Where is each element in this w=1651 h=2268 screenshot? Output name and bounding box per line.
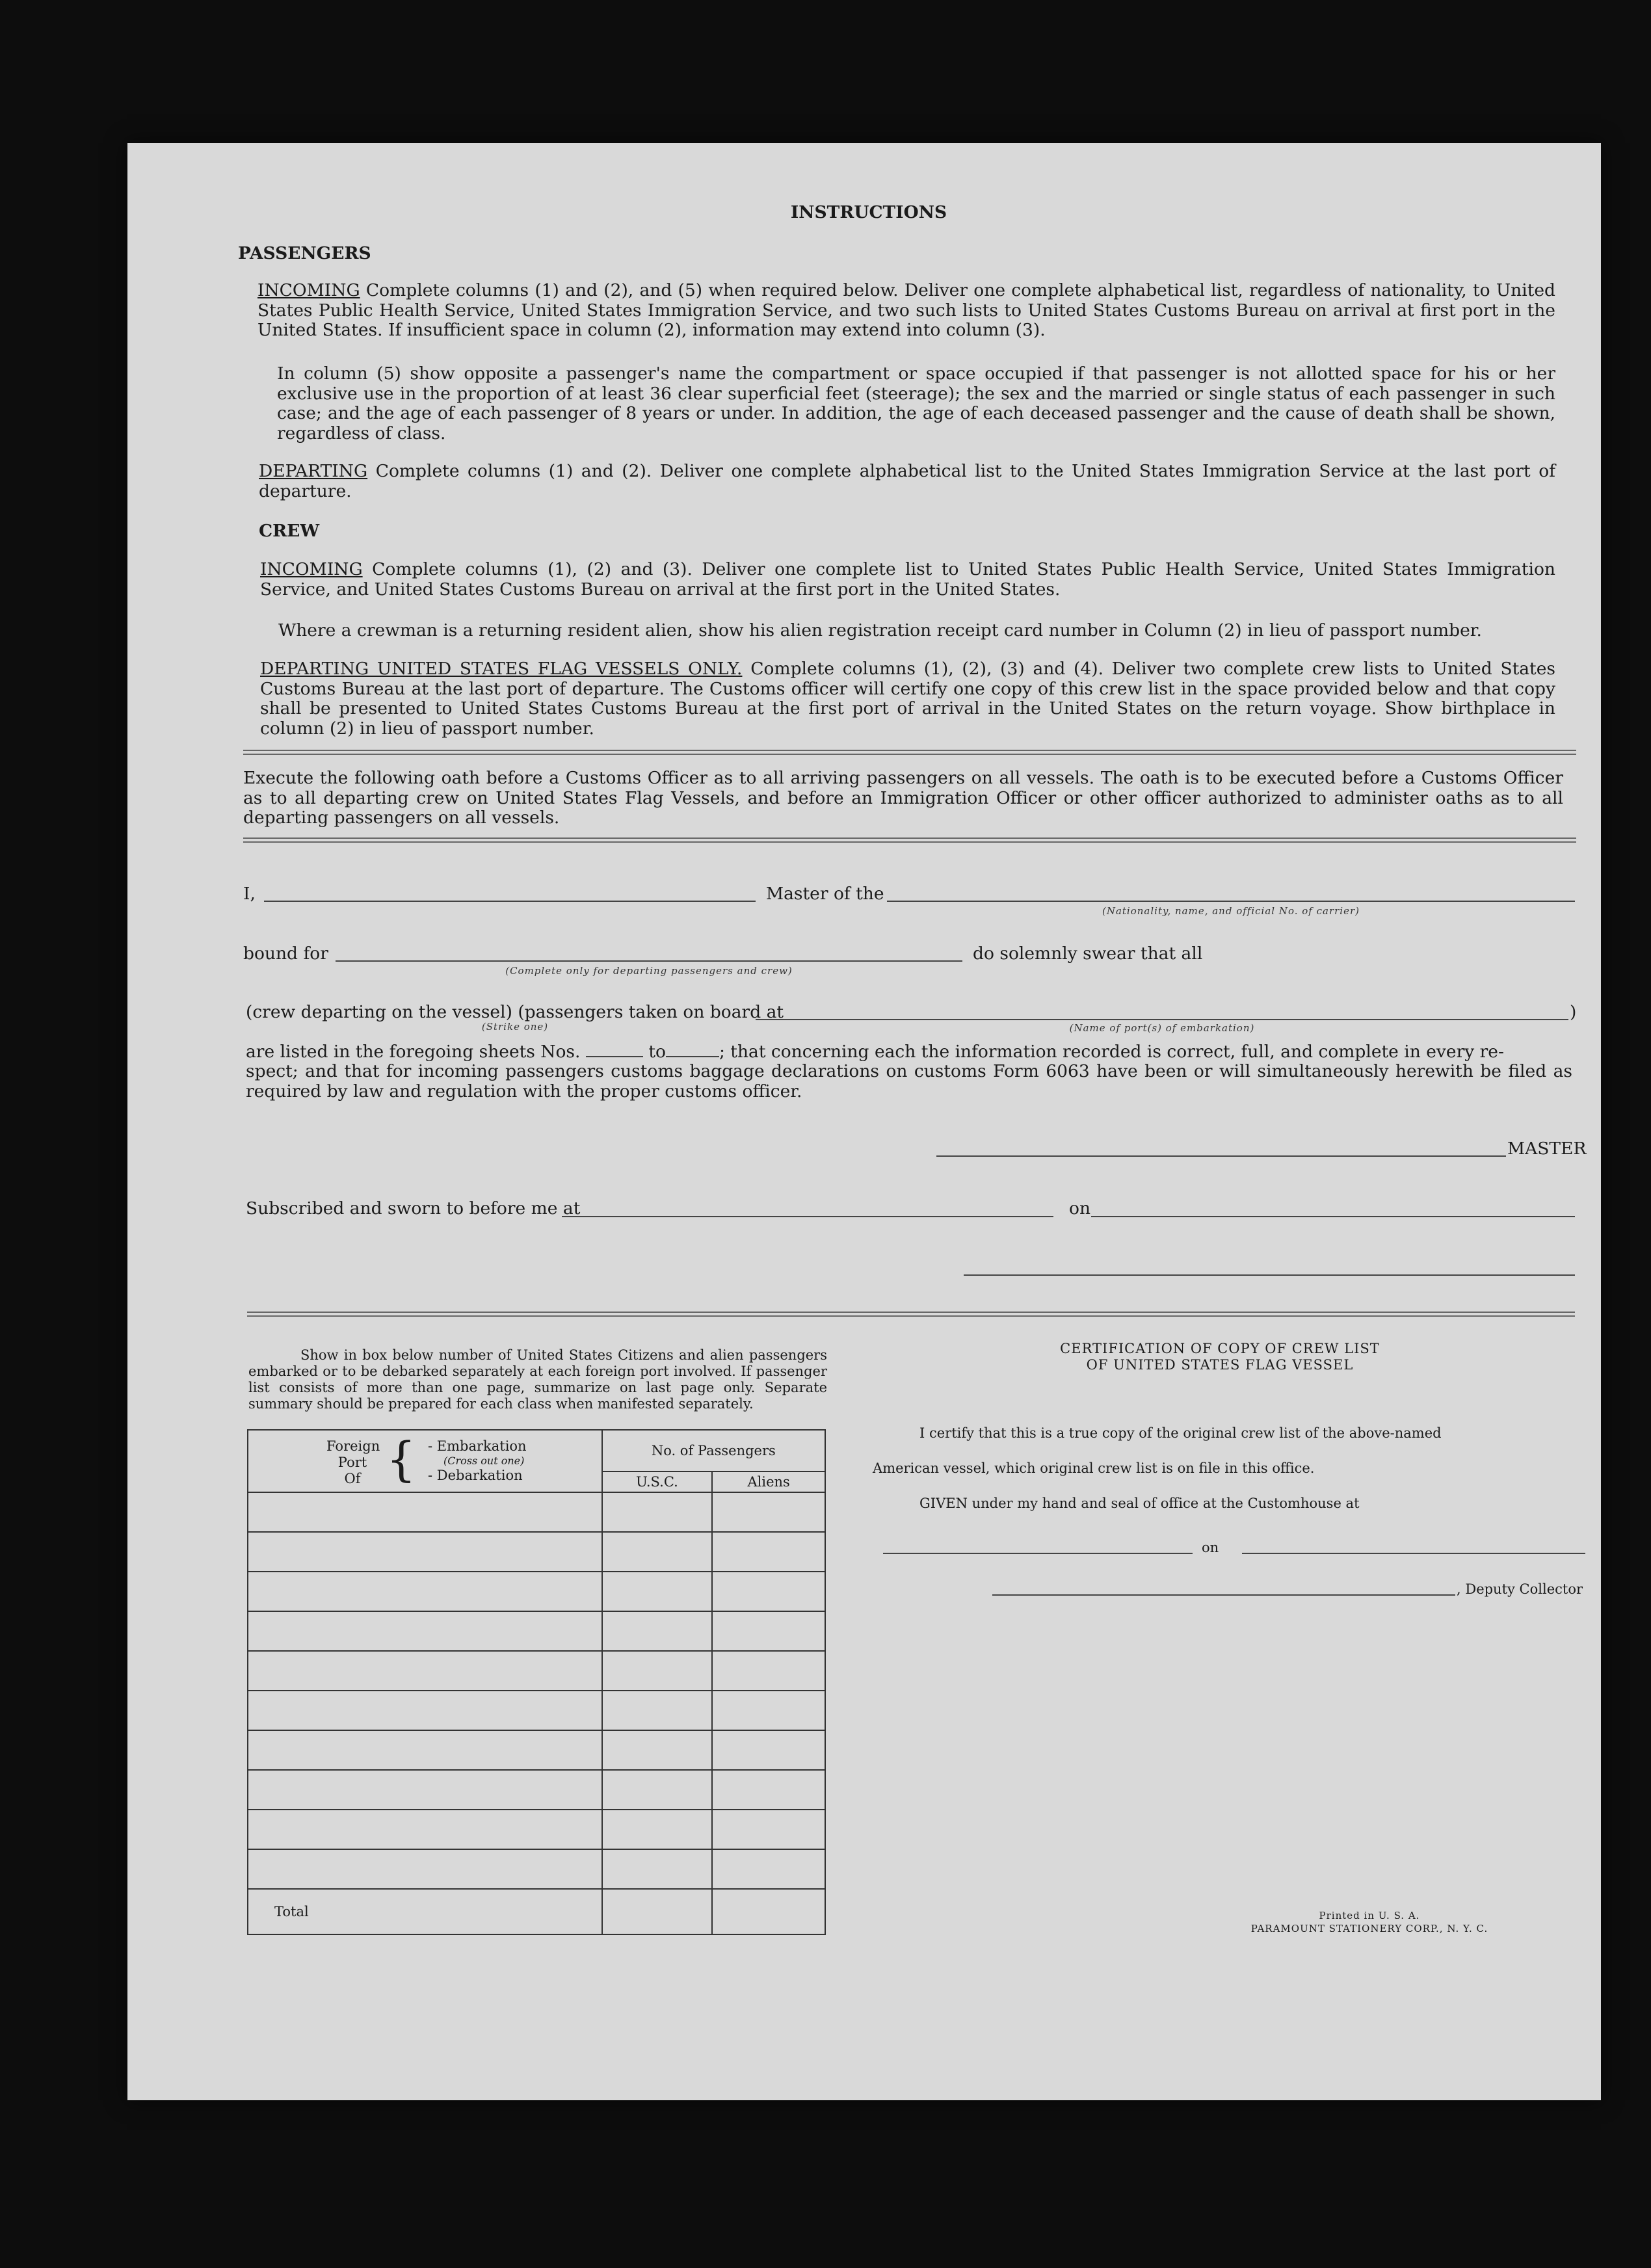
crew-incoming-label: INCOMING xyxy=(260,559,363,579)
usc-cell[interactable] xyxy=(602,1810,713,1849)
table-row xyxy=(248,1770,825,1810)
oath-intro: Execute the following oath before a Customs Officer as to all arriving passengers on all vessels. The oath is to be executed before a Customs Officer as to all departing crew on United States Flag Vessels, and before an Immigration Officer or other officer authorized to administer oaths as to all departing passengers on all vessels. xyxy=(243,768,1563,828)
master-of-label: Master of the xyxy=(766,884,884,904)
passengers-departing-text: Complete columns (1) and (2). Deliver one complete alphabetical list to the United States Immigration Service at the last port of departure. xyxy=(259,461,1555,501)
passengers-incoming-label: INCOMING xyxy=(258,280,360,300)
certify-line-1: I certify that this is a true copy of the original crew list of the above-named xyxy=(919,1425,1442,1441)
carrier-caption: (Nationality, name, and official No. of carrier) xyxy=(1102,905,1360,917)
sheet-from-field[interactable] xyxy=(586,1056,643,1057)
passengers-incoming-text: Complete columns (1) and (2), and (5) when required below. Deliver one complete alphabetical list, regardless of nationality, to United States Public Health Service, United States Immigration Service, and two such lists to United States Customs Bureau on arrival at first port in the United States. If insufficient space in column (2), information may extend into column (3). xyxy=(258,280,1555,340)
table-row xyxy=(248,1492,825,1532)
port-cell[interactable] xyxy=(248,1730,602,1770)
port-header xyxy=(248,1430,602,1492)
of-label: Of xyxy=(344,1471,361,1486)
usc-cell[interactable] xyxy=(602,1849,713,1889)
foreign-port-of xyxy=(326,1438,378,1487)
port-cell[interactable] xyxy=(248,1849,602,1889)
master-signature-field[interactable] xyxy=(936,1155,1506,1157)
officer-signature-field[interactable] xyxy=(964,1274,1575,1276)
cross-out-note: (Cross out one) xyxy=(443,1455,525,1467)
listed-text-b: ; that concerning each the information recorded is correct, full, and complete in every re- xyxy=(719,1042,1504,1062)
port-cell[interactable] xyxy=(248,1492,602,1532)
aliens-cell[interactable] xyxy=(712,1691,825,1730)
crew-heading: CREW xyxy=(259,521,320,541)
total-label: Total xyxy=(248,1889,602,1934)
port-cell[interactable] xyxy=(248,1691,602,1730)
listed-text-c: spect; and that for incoming passengers customs baggage declarations on customs Form 6063 have been or will simultaneously herewith be filed as required by law and regulation with the proper customs officer. xyxy=(246,1061,1572,1101)
swear-text: do solemnly swear that all xyxy=(973,943,1203,964)
table-row xyxy=(248,1810,825,1849)
certification-title-line-2: OF UNITED STATES FLAG VESSEL xyxy=(1086,1357,1354,1373)
port-cell[interactable] xyxy=(248,1532,602,1572)
port-cell[interactable] xyxy=(248,1572,602,1611)
carrier-field[interactable] xyxy=(887,901,1575,902)
summary-instructions: Show in box below number of United States Citizens and alien passengers embarked or to be debarked separately at each foreign port involved. If passenger list consists of more than one page, summarize on last page only. Separate summary should be prepared for each class when manifested separately. xyxy=(248,1347,827,1412)
table-row xyxy=(248,1730,825,1770)
crew-departing-text: Complete columns (1), (2), (3) and (4). Deliver two complete crew lists to United States Customs Bureau at the last port of departure. The Customs officer will certify one copy of this crew list in the space provided below and that copy shall be presented to United States Customs Bureau at the first port of arrival in the United States on the return voyage. Show birthplace in column (2) in lieu of passport number. xyxy=(260,659,1555,739)
divider xyxy=(243,750,1576,755)
passengers-heading: PASSENGERS xyxy=(238,243,371,263)
cert-on-label: on xyxy=(1202,1540,1219,1555)
bound-for-field[interactable] xyxy=(336,960,962,962)
subscribed-label: Subscribed and sworn to before me at xyxy=(246,1198,581,1219)
crew-departing-option[interactable]: (crew departing on the vessel) (passengers taken on board at xyxy=(246,1002,784,1022)
aliens-cell[interactable] xyxy=(712,1651,825,1691)
embarkation-caption: (Name of port(s) of embarkation) xyxy=(1069,1022,1255,1034)
crew-resident-paragraph: Where a crewman is a returning resident alien, show his alien registration receipt card number in Column (2) in lieu of passport number. xyxy=(278,620,1482,640)
usc-header: U.S.C. xyxy=(602,1471,713,1492)
table-row xyxy=(248,1532,825,1572)
crew-departing-label: DEPARTING UNITED STATES FLAG VESSELS ONLY. xyxy=(260,659,743,679)
passengers-departing-label: DEPARTING xyxy=(259,461,368,481)
divider xyxy=(243,837,1576,843)
no-of-passengers-header: No. of Passengers xyxy=(602,1430,825,1471)
usc-cell[interactable] xyxy=(602,1611,713,1651)
embark-debark-options xyxy=(428,1438,527,1484)
aliens-cell[interactable] xyxy=(712,1810,825,1849)
usc-cell[interactable] xyxy=(602,1770,713,1810)
certify-line-2: American vessel, which original crew list is on file in this office. xyxy=(873,1460,1315,1476)
printer-imprint xyxy=(1142,1909,1597,1935)
close-paren: ) xyxy=(1570,1002,1577,1022)
customhouse-field[interactable] xyxy=(883,1553,1193,1554)
embarkation-option[interactable]: - Embarkation xyxy=(428,1438,527,1454)
table-row xyxy=(248,1849,825,1889)
certification-title-line-1: CERTIFICATION OF COPY OF CREW LIST xyxy=(1060,1341,1380,1356)
aliens-cell[interactable] xyxy=(712,1572,825,1611)
crew-incoming-paragraph xyxy=(260,560,1555,600)
master-name-field[interactable] xyxy=(264,901,756,902)
aliens-cell[interactable] xyxy=(712,1770,825,1810)
port-cell[interactable] xyxy=(248,1651,602,1691)
debarkation-option[interactable]: - Debarkation xyxy=(428,1468,523,1483)
aliens-cell[interactable] xyxy=(712,1492,825,1532)
passengers-column5-paragraph: In column (5) show opposite a passenger's name the compartment or space occupied if that passenger is not allotted space for his or her exclusive use in the proportion of at least 36 clear superficial feet (steerage); the sex and the married or single status of each passenger in such case; and the age of each passenger of 8 years or under. In addition, the age of each deceased passenger and the cause of death shall be shown, regardless of class. xyxy=(277,363,1555,443)
sworn-place-field[interactable] xyxy=(562,1216,1053,1217)
port-cell[interactable] xyxy=(248,1810,602,1849)
usc-cell[interactable] xyxy=(602,1492,713,1532)
aliens-cell[interactable] xyxy=(712,1532,825,1572)
given-line: GIVEN under my hand and seal of office at the Customhouse at xyxy=(919,1496,1360,1511)
brace-icon: { xyxy=(386,1432,416,1486)
table-row xyxy=(248,1651,825,1691)
passenger-summary-table xyxy=(247,1429,826,1935)
foreign-label: Foreign xyxy=(326,1438,380,1454)
passengers-departing-paragraph xyxy=(259,462,1555,501)
bound-for-caption: (Complete only for departing passengers and crew) xyxy=(505,965,793,977)
printer-line-1: Printed in U. S. A. xyxy=(1319,1910,1420,1921)
listed-line xyxy=(246,1042,1504,1062)
strike-caption: (Strike one) xyxy=(481,1021,549,1033)
crew-incoming-text: Complete columns (1), (2) and (3). Deliver one complete list to United States Public Health Service, United States Immigration Service, and United States Customs Bureau on arrival at the first port in the United States. xyxy=(260,559,1555,600)
page-title: INSTRUCTIONS xyxy=(790,202,947,222)
certification-title xyxy=(895,1341,1545,1373)
table-row xyxy=(248,1572,825,1611)
listed-to-text: to xyxy=(648,1042,666,1062)
port-cell[interactable] xyxy=(248,1611,602,1651)
usc-cell[interactable] xyxy=(602,1532,713,1572)
table-row xyxy=(248,1611,825,1651)
certification-date-field[interactable] xyxy=(1242,1553,1585,1554)
usc-cell[interactable] xyxy=(602,1691,713,1730)
usc-cell[interactable] xyxy=(602,1572,713,1611)
passengers-incoming-paragraph xyxy=(258,281,1555,341)
aliens-cell[interactable] xyxy=(712,1611,825,1651)
usc-cell[interactable] xyxy=(602,1730,713,1770)
oath-i-label: I, xyxy=(243,884,256,904)
sworn-date-field[interactable] xyxy=(1091,1216,1575,1217)
aliens-header: Aliens xyxy=(712,1471,825,1492)
bound-for-label: bound for xyxy=(243,943,328,964)
sheet-to-field[interactable] xyxy=(666,1056,719,1057)
port-label: Port xyxy=(337,1455,367,1470)
divider xyxy=(247,1312,1575,1317)
embarkation-port-field[interactable] xyxy=(756,1019,1568,1020)
crew-departing-paragraph xyxy=(260,659,1555,739)
master-label: MASTER xyxy=(1507,1139,1587,1159)
usc-cell[interactable] xyxy=(602,1651,713,1691)
listed-text-a: are listed in the foregoing sheets Nos. xyxy=(246,1042,581,1062)
aliens-cell[interactable] xyxy=(712,1730,825,1770)
form-page xyxy=(127,143,1601,2100)
sworn-on-label: on xyxy=(1069,1198,1091,1219)
printer-line-2: PARAMOUNT STATIONERY CORP., N. Y. C. xyxy=(1250,1923,1488,1934)
aliens-cell[interactable] xyxy=(712,1849,825,1889)
total-usc-cell[interactable] xyxy=(602,1889,713,1934)
total-aliens-cell[interactable] xyxy=(712,1889,825,1934)
port-cell[interactable] xyxy=(248,1770,602,1810)
deputy-collector-label: , Deputy Collector xyxy=(1457,1581,1583,1597)
deputy-signature-field[interactable] xyxy=(992,1594,1455,1596)
table-row xyxy=(248,1691,825,1730)
